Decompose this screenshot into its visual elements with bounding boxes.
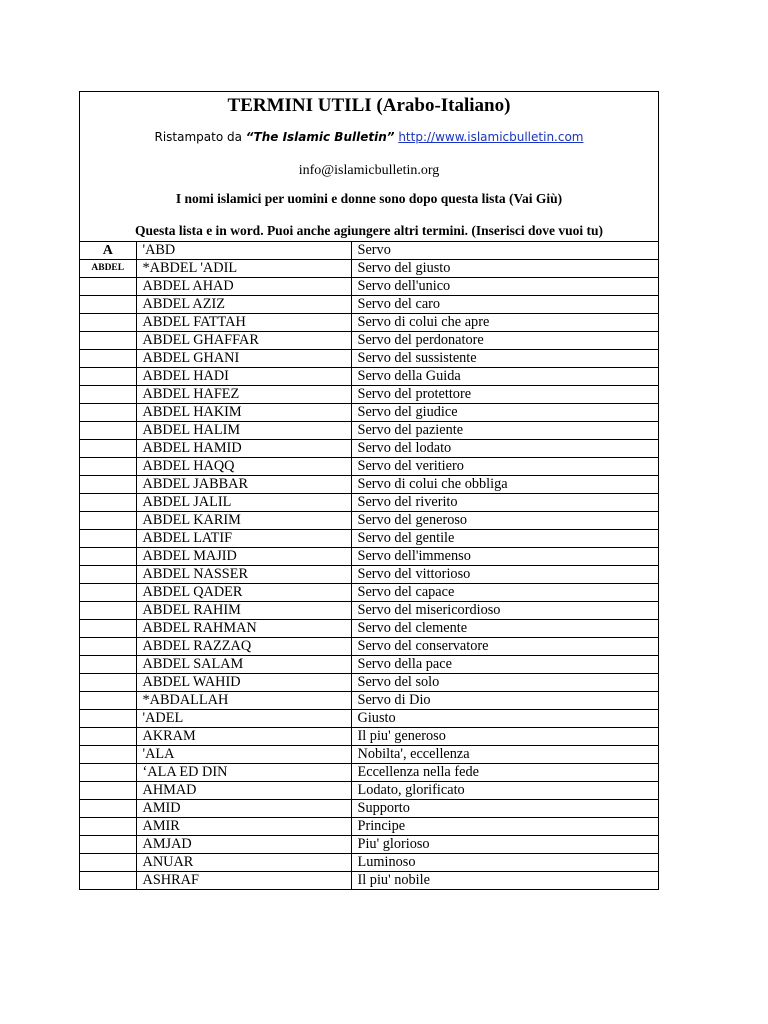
arabic-term-cell: ABDEL JALIL — [136, 494, 351, 512]
group-label-cell — [80, 350, 136, 368]
italian-meaning-cell: Luminoso — [351, 854, 658, 872]
group-label-cell: A — [80, 242, 136, 260]
italian-meaning-cell: Servo del sussistente — [351, 350, 658, 368]
page-title: TERMINI UTILI (Arabo-Italiano) — [227, 95, 511, 116]
group-label-cell — [80, 638, 136, 656]
group-label-cell — [80, 404, 136, 422]
group-label-cell — [80, 476, 136, 494]
group-label-cell — [80, 872, 136, 890]
table-row — [80, 656, 658, 674]
reprint-prefix: Ristampato da — [154, 130, 246, 144]
terms-table — [80, 242, 658, 889]
italian-meaning-cell: Il piu' nobile — [351, 872, 658, 890]
italian-meaning-cell: Lodato, glorificato — [351, 782, 658, 800]
table-row — [80, 872, 658, 890]
contact-email: info@islamicbulletin.org — [298, 163, 440, 178]
reprint-line — [80, 130, 658, 144]
italian-meaning-cell: Servo del capace — [351, 584, 658, 602]
italian-meaning-cell: Servo di Dio — [351, 692, 658, 710]
reprint-source: “The Islamic Bulletin” — [245, 130, 395, 144]
arabic-term-cell: ABDEL RAHIM — [136, 602, 351, 620]
arabic-term-cell: AKRAM — [136, 728, 351, 746]
arabic-term-cell: ABDEL FATTAH — [136, 314, 351, 332]
group-label-cell — [80, 422, 136, 440]
group-label-cell — [80, 836, 136, 854]
arabic-term-cell: ABDEL QADER — [136, 584, 351, 602]
italian-meaning-cell: Servo dell'immenso — [351, 548, 658, 566]
group-label-cell — [80, 800, 136, 818]
table-row — [80, 242, 658, 260]
names-note: I nomi islamici per uomini e donne sono dopo questa lista (Vai Giù) — [175, 191, 563, 206]
italian-meaning-cell: Servo dell'unico — [351, 278, 658, 296]
italian-meaning-cell: Servo del vittorioso — [351, 566, 658, 584]
arabic-term-cell: ANUAR — [136, 854, 351, 872]
arabic-term-cell: ABDEL WAHID — [136, 674, 351, 692]
arabic-term-cell: ABDEL HAKIM — [136, 404, 351, 422]
group-label-cell — [80, 494, 136, 512]
table-row — [80, 350, 658, 368]
table-row — [80, 296, 658, 314]
document-header — [80, 92, 658, 242]
group-label-cell — [80, 278, 136, 296]
italian-meaning-cell: Principe — [351, 818, 658, 836]
arabic-term-cell: ABDEL HAFEZ — [136, 386, 351, 404]
table-row — [80, 584, 658, 602]
arabic-term-cell: ABDEL HADI — [136, 368, 351, 386]
group-label-cell — [80, 530, 136, 548]
arabic-term-cell: AMID — [136, 800, 351, 818]
arabic-term-cell: ABDEL SALAM — [136, 656, 351, 674]
arabic-term-cell: ABDEL AHAD — [136, 278, 351, 296]
group-label-cell — [80, 818, 136, 836]
group-label-cell — [80, 692, 136, 710]
table-row — [80, 512, 658, 530]
arabic-term-cell: ABDEL HAQQ — [136, 458, 351, 476]
italian-meaning-cell: Servo del riverito — [351, 494, 658, 512]
arabic-term-cell: AHMAD — [136, 782, 351, 800]
group-label-cell — [80, 746, 136, 764]
arabic-term-cell: ABDEL KARIM — [136, 512, 351, 530]
group-label-cell — [80, 656, 136, 674]
italian-meaning-cell: Servo del perdonatore — [351, 332, 658, 350]
arabic-term-cell: ABDEL JABBAR — [136, 476, 351, 494]
table-row — [80, 818, 658, 836]
source-link[interactable]: http://www.islamicbulletin.com — [398, 130, 584, 144]
arabic-term-cell: ABDEL RAZZAQ — [136, 638, 351, 656]
table-row — [80, 368, 658, 386]
table-row — [80, 710, 658, 728]
group-label-cell — [80, 458, 136, 476]
table-row — [80, 476, 658, 494]
table-row — [80, 530, 658, 548]
arabic-term-cell: ABDEL AZIZ — [136, 296, 351, 314]
italian-meaning-cell: Servo del lodato — [351, 440, 658, 458]
table-row — [80, 422, 658, 440]
italian-meaning-cell: Servo del misericordioso — [351, 602, 658, 620]
group-label-cell — [80, 728, 136, 746]
italian-meaning-cell: Servo di colui che obbliga — [351, 476, 658, 494]
table-row — [80, 314, 658, 332]
arabic-term-cell: 'ABD — [136, 242, 351, 260]
group-label-cell — [80, 368, 136, 386]
table-row — [80, 260, 658, 278]
italian-meaning-cell: Servo del conservatore — [351, 638, 658, 656]
italian-meaning-cell: Servo del clemente — [351, 620, 658, 638]
table-row — [80, 620, 658, 638]
table-row — [80, 800, 658, 818]
group-label-cell — [80, 782, 136, 800]
arabic-term-cell: ABDEL HAMID — [136, 440, 351, 458]
italian-meaning-cell: Servo del paziente — [351, 422, 658, 440]
table-row — [80, 332, 658, 350]
arabic-term-cell: 'ALA — [136, 746, 351, 764]
italian-meaning-cell: Servo del solo — [351, 674, 658, 692]
arabic-term-cell: ABDEL NASSER — [136, 566, 351, 584]
italian-meaning-cell: Servo del giudice — [351, 404, 658, 422]
arabic-term-cell: ‘ALA ED DIN — [136, 764, 351, 782]
arabic-term-cell: *ABDEL 'ADIL — [136, 260, 351, 278]
table-row — [80, 404, 658, 422]
italian-meaning-cell: Servo del protettore — [351, 386, 658, 404]
italian-meaning-cell: Servo del caro — [351, 296, 658, 314]
group-label-cell — [80, 548, 136, 566]
group-label-cell — [80, 512, 136, 530]
italian-meaning-cell: Il piu' generoso — [351, 728, 658, 746]
arabic-term-cell: ASHRAF — [136, 872, 351, 890]
italian-meaning-cell: Servo — [351, 242, 658, 260]
table-row — [80, 548, 658, 566]
italian-meaning-cell: Eccellenza nella fede — [351, 764, 658, 782]
arabic-term-cell: ABDEL MAJID — [136, 548, 351, 566]
group-label-cell — [80, 710, 136, 728]
table-row — [80, 458, 658, 476]
table-row — [80, 854, 658, 872]
group-label-cell — [80, 386, 136, 404]
italian-meaning-cell: Servo del generoso — [351, 512, 658, 530]
table-row — [80, 692, 658, 710]
table-row — [80, 836, 658, 854]
table-row — [80, 674, 658, 692]
word-note: Questa lista e in word. Puoi anche agiungere altri termini. (Inserisci dove vuoi tu) — [134, 223, 604, 238]
italian-meaning-cell: Supporto — [351, 800, 658, 818]
arabic-term-cell: ABDEL GHAFFAR — [136, 332, 351, 350]
table-row — [80, 764, 658, 782]
italian-meaning-cell: Servo del gentile — [351, 530, 658, 548]
italian-meaning-cell: Giusto — [351, 710, 658, 728]
table-row — [80, 278, 658, 296]
group-label-cell — [80, 674, 136, 692]
italian-meaning-cell: Servo della Guida — [351, 368, 658, 386]
group-label-cell — [80, 296, 136, 314]
group-label-cell — [80, 764, 136, 782]
table-row — [80, 440, 658, 458]
group-label-cell: ABDEL — [80, 260, 136, 278]
table-row — [80, 494, 658, 512]
group-label-cell — [80, 314, 136, 332]
italian-meaning-cell: Servo della pace — [351, 656, 658, 674]
arabic-term-cell: AMJAD — [136, 836, 351, 854]
table-row — [80, 728, 658, 746]
arabic-term-cell: ABDEL HALIM — [136, 422, 351, 440]
arabic-term-cell: ABDEL RAHMAN — [136, 620, 351, 638]
group-label-cell — [80, 332, 136, 350]
table-row — [80, 746, 658, 764]
arabic-term-cell: ABDEL GHANI — [136, 350, 351, 368]
table-row — [80, 782, 658, 800]
group-label-cell — [80, 602, 136, 620]
group-label-cell — [80, 440, 136, 458]
table-row — [80, 638, 658, 656]
glossary-frame — [79, 91, 659, 890]
terms-table-body — [80, 242, 658, 889]
italian-meaning-cell: Servo del veritiero — [351, 458, 658, 476]
table-row — [80, 602, 658, 620]
italian-meaning-cell: Servo del giusto — [351, 260, 658, 278]
group-label-cell — [80, 584, 136, 602]
italian-meaning-cell: Nobilta', eccellenza — [351, 746, 658, 764]
group-label-cell — [80, 566, 136, 584]
table-row — [80, 386, 658, 404]
arabic-term-cell: AMIR — [136, 818, 351, 836]
italian-meaning-cell: Servo di colui che apre — [351, 314, 658, 332]
group-label-cell — [80, 854, 136, 872]
table-row — [80, 566, 658, 584]
arabic-term-cell: *ABDALLAH — [136, 692, 351, 710]
italian-meaning-cell: Piu' glorioso — [351, 836, 658, 854]
arabic-term-cell: 'ADEL — [136, 710, 351, 728]
arabic-term-cell: ABDEL LATIF — [136, 530, 351, 548]
group-label-cell — [80, 620, 136, 638]
